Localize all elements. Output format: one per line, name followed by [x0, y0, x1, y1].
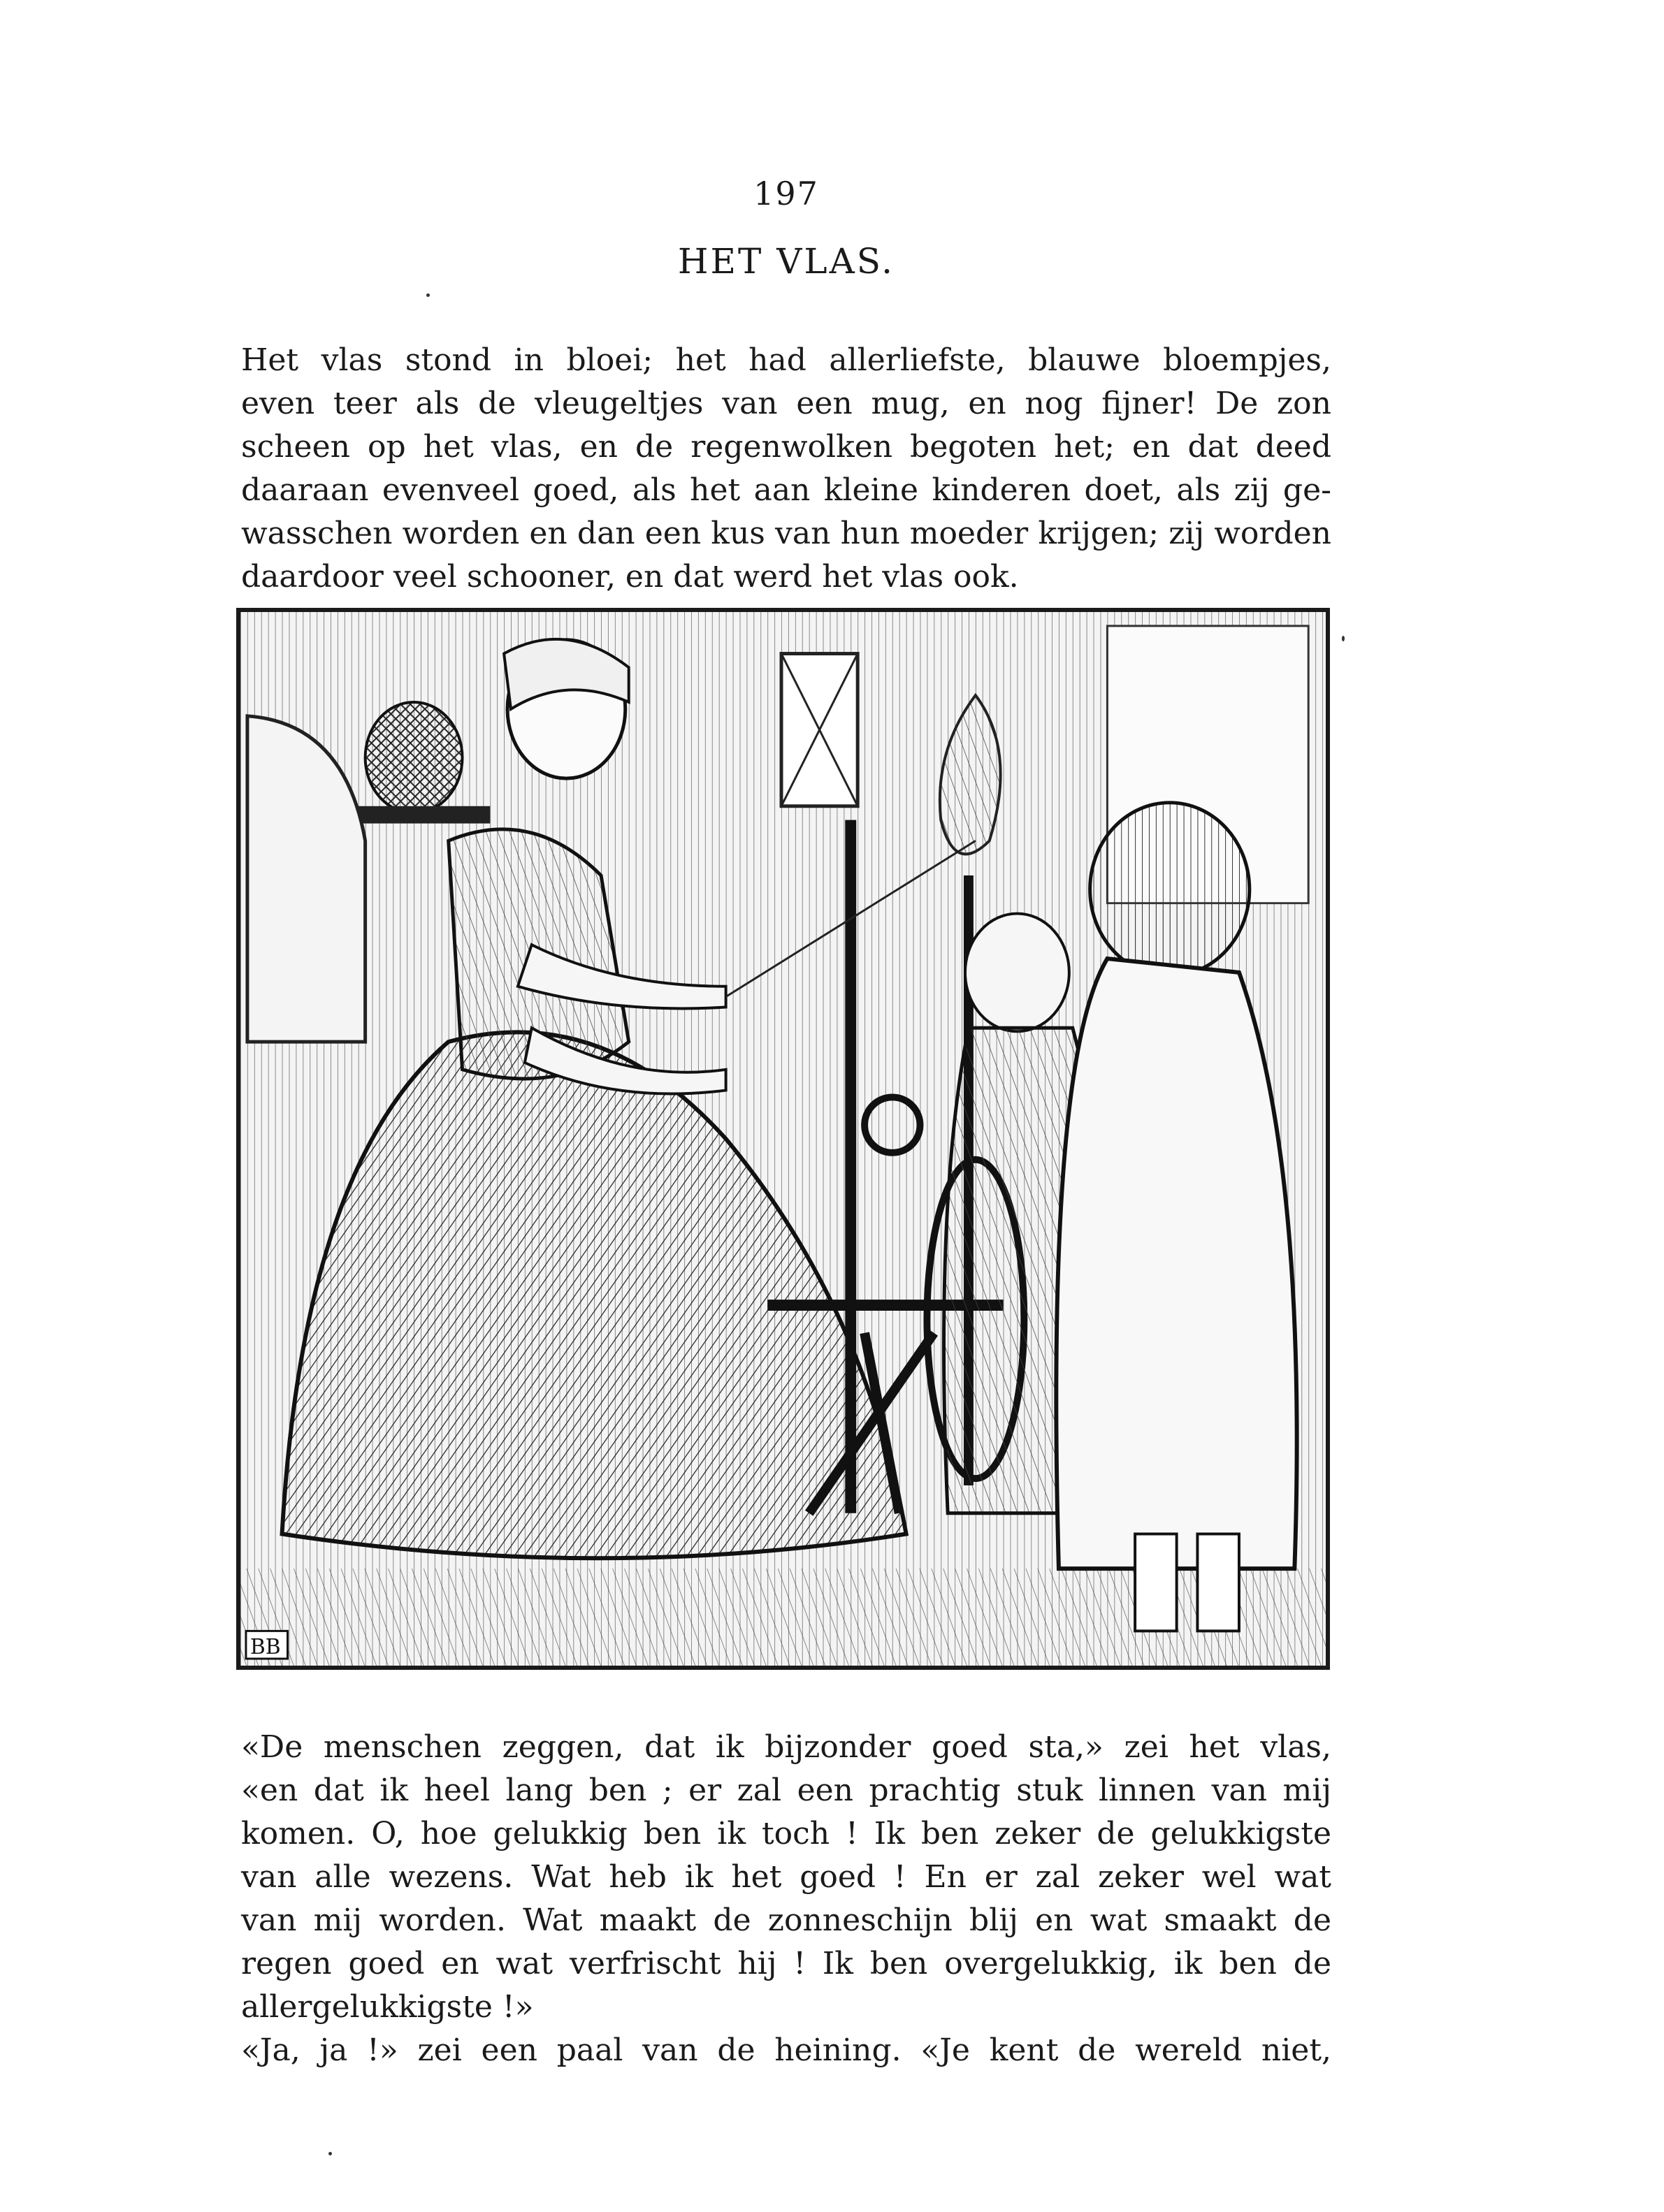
child-head	[965, 914, 1069, 1032]
text-line: van mij worden. Wat maakt de zonneschijn blij en wat smaakt de	[241, 1902, 1331, 1938]
child-hair	[1090, 803, 1250, 976]
artist-monogram: BB	[249, 1635, 281, 1660]
text-line: allergelukkigste !»	[241, 1989, 534, 2025]
text-line: «en dat ik heel lang ben ; er zal een prachtig stuk linnen van mij	[241, 1773, 1331, 1808]
print-speck	[1342, 636, 1345, 641]
engraving-image	[240, 612, 1326, 1666]
bottom-paragraph	[241, 1726, 1331, 2072]
text-line: «De menschen zeggen, dat ik bijzonder goed sta,» zei het vlas,	[241, 1729, 1331, 1765]
text-line: komen. O, hoe gelukkig ben ik toch ! Ik ben zeker de gelukkigste	[241, 1816, 1331, 1851]
child-smock	[1056, 959, 1296, 1569]
text-line: daardoor veel schooner, en dat werd het vlas ook.	[241, 559, 1019, 595]
jug-icon	[366, 702, 463, 813]
text-line: Het vlas stond in bloei; het had allerliefste, blauwe bloempjes,	[241, 342, 1331, 378]
print-speck	[426, 293, 430, 297]
text-line: wasschen worden en dan een kus van hun moeder krijgen; zij worden	[241, 516, 1331, 551]
print-speck	[328, 2152, 332, 2155]
text-line: regen goed en wat verfrischt hij ! Ik ben overgelukkig, ik ben de	[241, 1946, 1331, 1981]
top-paragraph	[241, 339, 1331, 599]
text-line: «Ja, ja !» zei een paal van de heining. «Je kent de wereld niet,	[241, 2032, 1331, 2068]
text-line: daaraan evenveel goed, als het aan kleine kinderen doet, als zij ge-	[241, 472, 1331, 508]
chapter-title: HET VLAS.	[677, 241, 895, 282]
page-number: 197	[753, 175, 819, 212]
text-line: scheen op het vlas, en de regenwolken begoten het; en dat deed	[241, 429, 1331, 465]
spinning-wheel-illustration	[236, 608, 1330, 1670]
text-line: even teer als de vleugeltjes van een mug, en nog fijner! De zon	[241, 386, 1331, 421]
text-line: van alle wezens. Wat heb ik het goed ! En er zal zeker wel wat	[241, 1859, 1331, 1895]
